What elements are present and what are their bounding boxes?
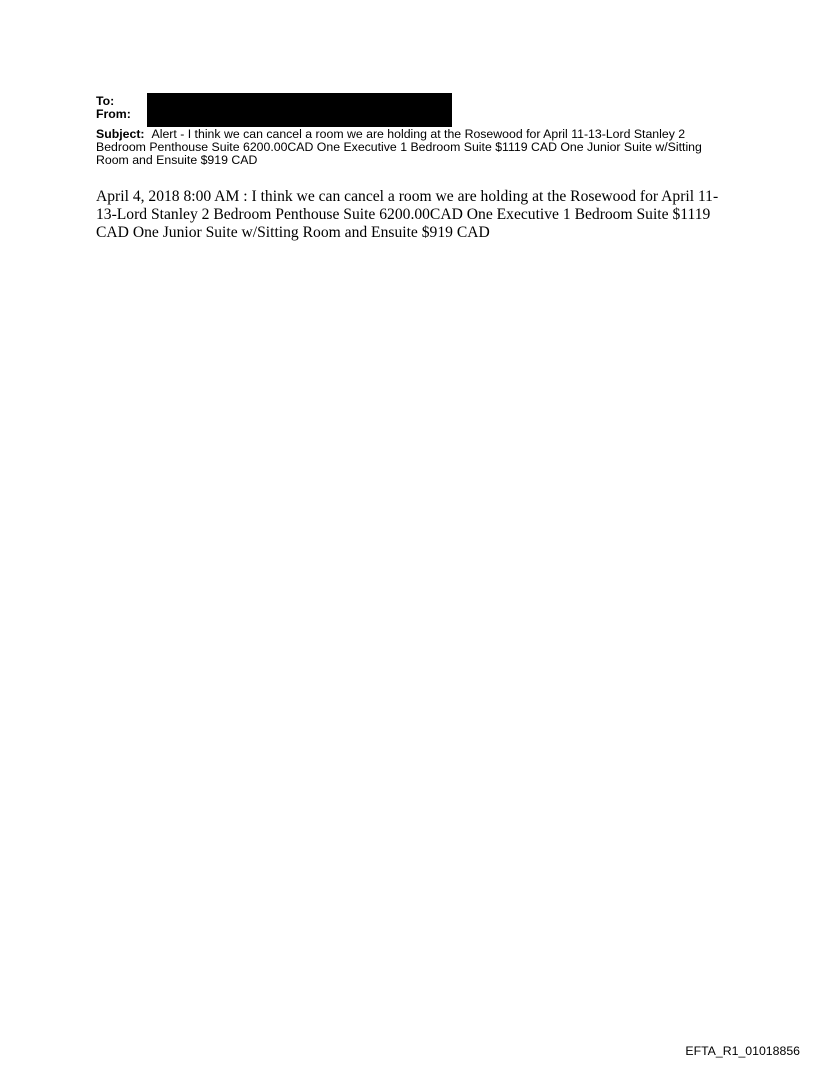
- to-label: To:: [96, 94, 115, 108]
- subject-text: Alert - I think we can cancel a room we are holding at the Rosewood for April 11-13-Lord Stanley 2 Bedroom Penthouse Suite 6200.00CAD One Executive 1 Bedroom Suite $1119 CAD One Junior Suite w/Sitting Room and Ensuite $919 CAD: [96, 127, 702, 167]
- subject-row: [96, 128, 716, 167]
- redaction-box: [147, 93, 452, 127]
- email-body: April 4, 2018 8:00 AM : I think we can cancel a room we are holding at the Rosewood for April 11-13-Lord Stanley 2 Bedroom Penthouse Suite 6200.00CAD One Executive 1 Bedroom Suite $1119 CAD One Junior Suite w/Sitting Room and Ensuite $919 CAD: [96, 188, 719, 241]
- document-id: EFTA_R1_01018856: [685, 1044, 800, 1058]
- from-label: From:: [96, 107, 131, 121]
- subject-label: Subject:: [96, 127, 145, 141]
